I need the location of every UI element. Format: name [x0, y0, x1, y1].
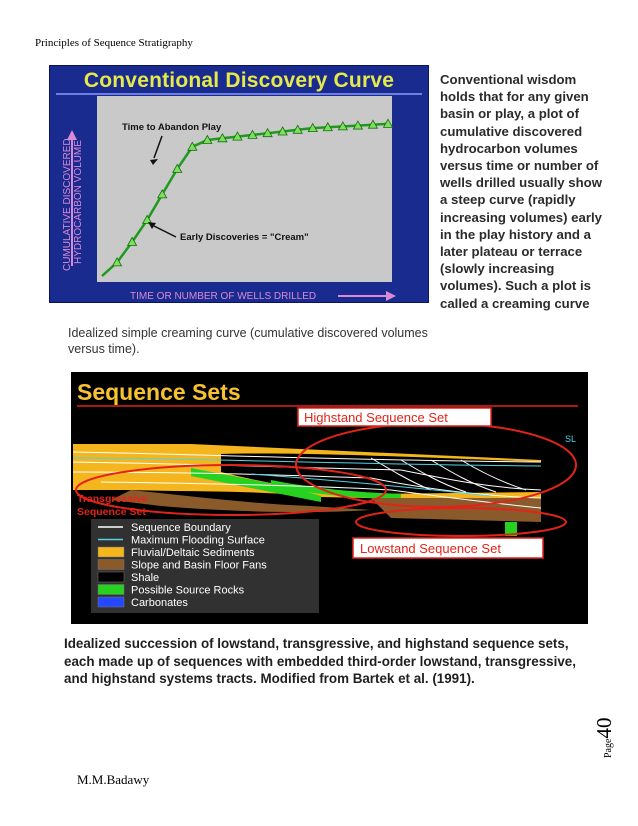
y-axis-label-line1: CUMULATIVE DISCOVERED: [62, 138, 73, 271]
highstand-label: Highstand Sequence Set: [304, 410, 448, 425]
legend-swatch-box: [98, 547, 124, 557]
annotation-cream: Early Discoveries = "Cream": [180, 232, 309, 243]
discovery-curve-chart: [50, 66, 430, 304]
footer-author: M.M.Badawy: [77, 772, 150, 787]
annotation-abandon: Time to Abandon Play: [122, 122, 222, 133]
sequence-sets-figure: [71, 372, 588, 624]
x-axis-label: TIME OR NUMBER OF WELLS DRILLED: [130, 291, 317, 302]
sequence-sets-title: Sequence Sets: [77, 379, 241, 405]
x-axis-arrowhead: [386, 291, 396, 301]
legend-label: Slope and Basin Floor Fans: [131, 559, 267, 572]
y-axis-label-line2: HYDROCARBON VOLUME: [73, 140, 84, 264]
legend-label: Fluvial/Deltaic Sediments: [131, 547, 255, 559]
legend-label: Maximum Flooding Surface: [131, 534, 265, 547]
discovery-curve-title: Conventional Discovery Curve: [83, 69, 395, 92]
legend: [91, 519, 319, 613]
running-header: Principles of Sequence Stratigraphy: [35, 37, 193, 49]
legend-swatch-box: [98, 585, 124, 595]
legend-swatch-box: [98, 572, 124, 582]
legend-label: Carbonates: [131, 597, 188, 609]
sequence-sets-diagram: [71, 372, 588, 624]
transgressive-label-line1: Transgressive: [77, 493, 148, 505]
legend-swatch-box: [98, 597, 124, 607]
page-number-value: 40: [592, 717, 616, 739]
creaming-explanation: Conventional wisdom holds that for any given basin or play, a plot of cumulative discovered hydrocarbon volumes versus time or number of wells drilled usually show a steep curve (rapidly increasing volumes) early in the play history and a later plateau or terrace (slowly increasing volumes). Such a plot is called a creaming curve: [440, 72, 602, 311]
page-word: Page: [603, 738, 614, 758]
page-number: [592, 700, 622, 760]
legend-swatch-box: [98, 560, 124, 570]
legend-label: Sequence Boundary: [131, 522, 231, 534]
sequence-sets-caption: Idealized succession of lowstand, transgressive, and highstand sequence sets, each made up of sequences with embedded third-order lowstand, transgressive, and highstand systems tracts. Modified from Bartek et al. (1991).: [64, 636, 576, 686]
discovery-curve-figure: [49, 65, 429, 303]
legend-label: Shale: [131, 572, 160, 584]
lowstand-label: Lowstand Sequence Set: [360, 541, 501, 556]
transgressive-label-line2: Sequence Set: [77, 506, 146, 518]
legend-label: Possible Source Rocks: [131, 584, 245, 597]
discovery-curve-caption: Idealized simple creaming curve (cumulative discovered volumes versus time).: [68, 326, 428, 356]
sea-level-label: SL: [565, 434, 577, 444]
